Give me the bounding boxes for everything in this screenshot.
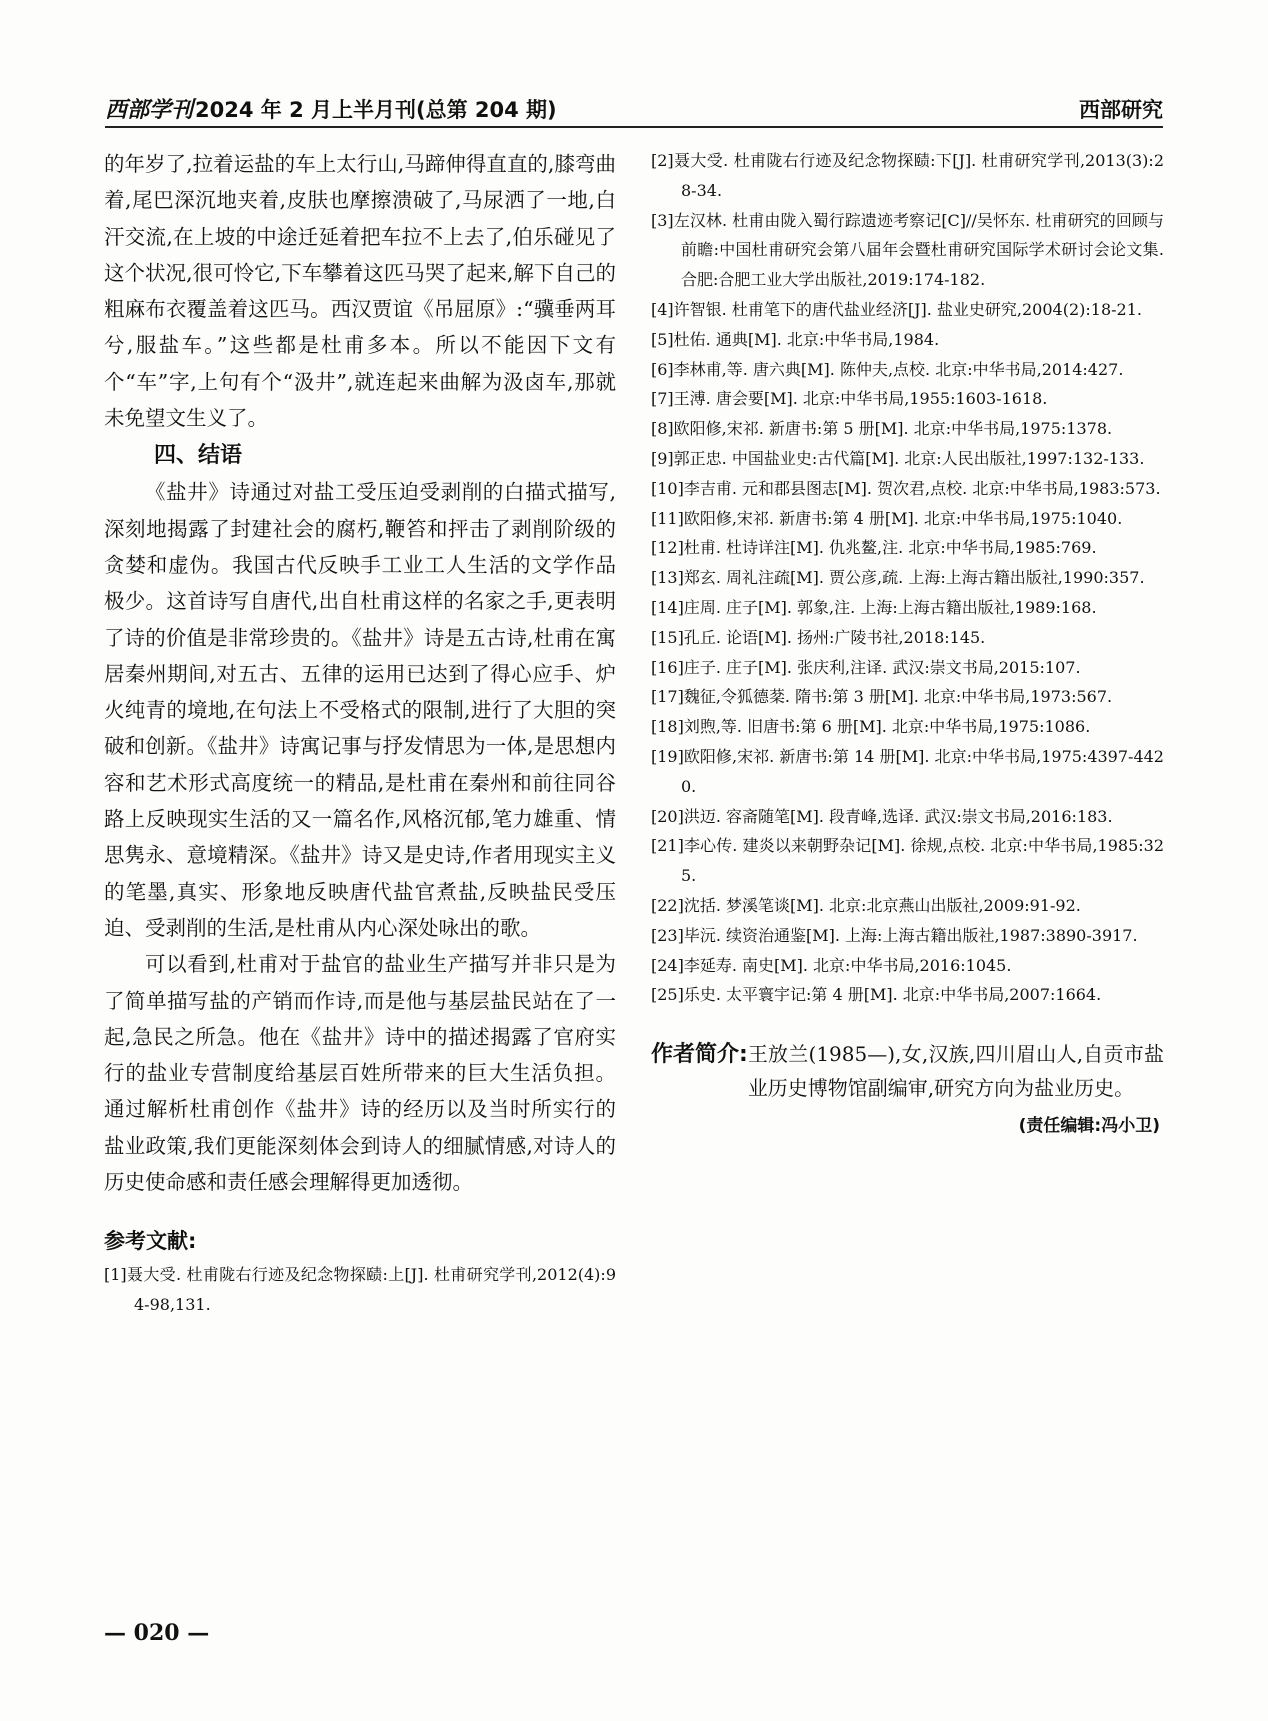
right-column [651,146,1164,1136]
reference-item: [6]李林甫,等. 唐六典[M]. 陈仲夫,点校. 北京:中华书局,2014:427. [651,359,1124,379]
reference-item: [18]刘煦,等. 旧唐书:第 6 册[M]. 北京:中华书局,1975:1086. [651,717,1091,737]
reference-item: [10]李吉甫. 元和郡县图志[M]. 贺次君,点校. 北京:中华书局,1983:573. [651,478,1161,498]
section-label: 西部研究 [1079,98,1163,122]
reference-item: [19]欧阳修,宋祁. 新唐书:第 14 册[M]. 北京:中华书局,1975:4397-4420. [651,746,1164,796]
reference-item: [1]聂大受. 杜甫陇右行迹及纪念物探赜:上[J]. 杜甫研究学刊,2012(4):94-98,131. [104,1265,616,1315]
reference-item: [17]魏征,令狐德棻. 隋书:第 3 册[M]. 北京:中华书局,1973:567. [651,687,1113,707]
reference-item: [12]杜甫. 杜诗详注[M]. 仇兆鳌,注. 北京:中华书局,1985:769. [651,538,1097,558]
responsible-editor: (责任编辑:冯小卫) [1018,1116,1160,1137]
section-heading: 四、结语 [154,443,243,469]
reference-item: [16]庄子. 庄子[M]. 张庆利,注译. 武汉:崇文书局,2015:107. [651,657,1081,677]
body-paragraph: 的年岁了,拉着运盐的车上太行山,马蹄伸得直直的,膝弯曲着,尾巴深沉地夹着,皮肤也摩擦溃破了,马尿洒了一地,白汗交流,在上坡的中途迁延着把车拉不上去了,伯乐碰见了这个状况,很可怜它,下车攀着这匹马哭了起来,解下自己的粗麻布衣覆盖着这匹马。西汉贾谊《吊屈原》:“骥垂两耳兮,服盐车。”这些都是杜甫多本。所以不能因下文有个“车”字,上句有个“汲井”,就连起来曲解为汲卤车,那就未免望文生义了。 [104,152,616,431]
reference-item: [21]李心传. 建炎以来朝野杂记[M]. 徐规,点校. 北京:中华书局,1985:325. [651,836,1164,886]
reference-item: [15]孔丘. 论语[M]. 扬州:广陵书社,2018:145. [651,627,986,647]
author-bio-text: 王放兰(1985—),女,汉族,四川眉山人,自贡市盐业历史博物馆副编审,研究方向为盐业历史。 [747,1042,1164,1100]
reference-list [651,146,1164,1010]
journal-issue [105,93,557,124]
running-header [105,86,1163,128]
author-bio [651,1038,1164,1105]
reference-item: [24]李延寿. 南史[M]. 北京:中华书局,2016:1045. [651,955,1012,975]
reference-item: [20]洪迈. 容斋随笔[M]. 段青峰,选译. 武汉:崇文书局,2016:183. [651,806,1113,826]
author-bio-label: 作者简介: [651,1042,748,1068]
left-column [104,146,616,1320]
reference-item: [8]欧阳修,宋祁. 新唐书:第 5 册[M]. 北京:中华书局,1975:1378. [651,419,1113,439]
reference-item: [7]王溥. 唐会要[M]. 北京:中华书局,1955:1603-1618. [651,389,1048,409]
reference-item: [2]聂大受. 杜甫陇右行迹及纪念物探赜:下[J]. 杜甫研究学刊,2013(3):28-34. [651,151,1164,200]
journal-logo: 西部学刊 [105,97,194,123]
reference-item: [4]许智银. 杜甫笔下的唐代盐业经济[J]. 盐业史研究,2004(2):18-21. [651,299,1142,319]
references-heading: 参考文献: [104,1229,197,1254]
reference-item: [13]郑玄. 周礼注疏[M]. 贾公彦,疏. 上海:上海古籍出版社,1990:357. [651,568,1145,588]
reference-item: [23]毕沅. 续资治通鉴[M]. 上海:上海古籍出版社,1987:3890-3917. [651,925,1138,945]
reference-item: [5]杜佑. 通典[M]. 北京:中华书局,1984. [651,329,940,349]
reference-item: [9]郭正忠. 中国盐业史:古代篇[M]. 北京:人民出版社,1997:132-133. [651,448,1145,468]
reference-item: [22]沈括. 梦溪笔谈[M]. 北京:北京燕山出版社,2009:91-92. [651,895,1081,915]
body-paragraph: 可以看到,杜甫对于盐官的盐业生产描写并非只是为了简单描写盐的产销而作诗,而是他与基层盐民站在了一起,急民之所急。他在《盐井》诗中的描述揭露了官府实行的盐业专营制度给基层百姓所带来的巨大生活负担。通过解析杜甫创作《盐井》诗的经历以及当时所实行的盐业政策,我们更能深刻体会到诗人的细腻情感,对诗人的历史使命感和责任感会理解得更加透彻。 [104,952,616,1195]
issue-label: 2024 年 2 月上半月刊(总第 204 期) [195,98,557,122]
reference-item: [11]欧阳修,宋祁. 新唐书:第 4 册[M]. 北京:中华书局,1975:1040. [651,508,1123,528]
reference-item: [14]庄周. 庄子[M]. 郭象,注. 上海:上海古籍出版社,1989:168. [651,597,1097,617]
reference-item: [25]乐史. 太平寰宇记:第 4 册[M]. 北京:中华书局,2007:1664. [651,985,1102,1005]
page-number: — 020 — [104,1620,210,1646]
reference-item: [3]左汉林. 杜甫由陇入蜀行踪遗迹考察记[C]//吴怀东. 杜甫研究的回顾与前瞻:中国杜甫研究会第八届年会暨杜甫研究国际学术研讨会论文集. 合肥:合肥工业大学出版社,2019:174-182. [651,210,1164,290]
body-paragraph: 《盐井》诗通过对盐工受压迫受剥削的白描式描写,深刻地揭露了封建社会的腐朽,鞭笞和抨击了剥削阶级的贪婪和虚伪。我国古代反映手工业工人生活的文学作品极少。这首诗写自唐代,出自杜甫这样的名家之手,更表明了诗的价值是非常珍贵的。《盐井》诗是五古诗,杜甫在寓居秦州期间,对五古、五律的运用已达到了得心应手、炉火纯青的境地,在句法上不受格式的限制,进行了大胆的突破和创新。《盐井》诗寓记事与抒发情思为一体,是思想内容和艺术形式高度统一的精品,是杜甫在秦州和前往同谷路上反映现实生活的又一篇名作,风格沉郁,笔力雄重、情思隽永、意境精深。《盐井》诗又是史诗,作者用现实主义的笔墨,真实、形象地反映唐代盐官煮盐,反映盐民受压迫、受剥削的生活,是杜甫从内心深处咏出的歌。 [104,480,616,940]
